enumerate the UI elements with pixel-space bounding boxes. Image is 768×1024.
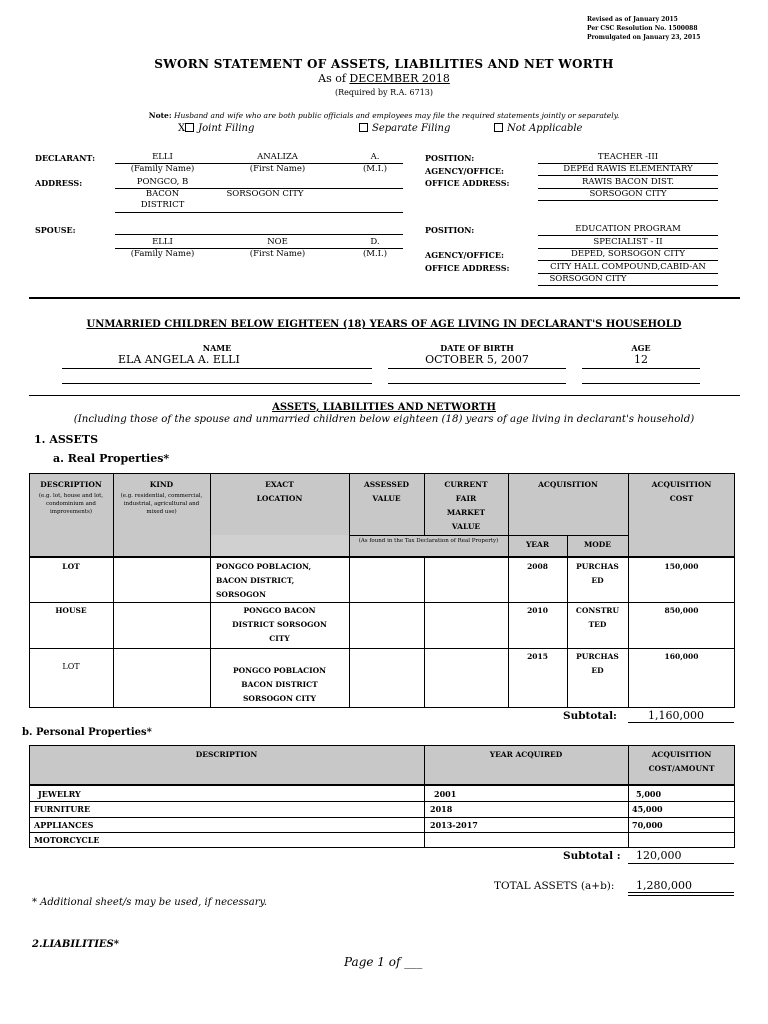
personal-subtotal-value: 120,000 bbox=[636, 849, 682, 862]
agency-value: DEPEd RAWIS ELEMENTARY bbox=[563, 164, 693, 174]
revision-line-1: Revised as of January 2015 bbox=[587, 16, 678, 23]
address-line-2a: BACON bbox=[145, 189, 180, 199]
spouse-mi: D. bbox=[370, 237, 380, 247]
declarant-label: DECLARANT: bbox=[35, 153, 96, 163]
real-row-2-year: 2010 bbox=[527, 606, 548, 615]
real-row-3-mode-1: PURCHAS bbox=[576, 652, 619, 661]
real-row-1-mode-2: ED bbox=[591, 576, 604, 585]
personal-row-1-cost: 5,000 bbox=[636, 789, 662, 799]
real-row-3-location-1: PONGCO POBLACION bbox=[232, 666, 327, 675]
real-header-kind-sub: (e.g. residential, commercial, industrial, agricultural and mixed use) bbox=[120, 493, 203, 515]
child-dob: OCTOBER 5, 2007 bbox=[425, 353, 529, 366]
position-label: POSITION: bbox=[425, 153, 475, 163]
declarant-family-caption: (Family Name) bbox=[130, 164, 195, 174]
children-age-header: AGE bbox=[631, 343, 651, 353]
separate-filing-option[interactable] bbox=[359, 123, 450, 134]
address-line-1: PONGCO, B bbox=[136, 177, 189, 187]
real-header-description: DESCRIPTION bbox=[40, 480, 102, 489]
personal-header-cost-1: ACQUISITION bbox=[651, 750, 712, 759]
real-row-3-cost: 160,000 bbox=[664, 652, 699, 661]
real-row-1-cost: 150,000 bbox=[664, 562, 699, 571]
real-header-kind: KIND bbox=[149, 480, 174, 489]
children-dob-header: DATE OF BIRTH bbox=[440, 343, 514, 353]
real-row-1-mode-1: PURCHAS bbox=[576, 562, 619, 571]
page-footer: Page 1 of ___ bbox=[344, 955, 423, 969]
real-row-1-location-1: PONGCO POBLACION, bbox=[216, 562, 312, 571]
real-header-cost-1: ACQUISITION bbox=[651, 480, 712, 489]
real-header-acquisition: ACQUISITION bbox=[538, 480, 598, 489]
real-row-2-location-3: CITY bbox=[269, 634, 290, 643]
personal-row-2-year: 2018 bbox=[430, 804, 453, 814]
as-of-label: As of bbox=[318, 72, 346, 85]
not-applicable-checkbox[interactable] bbox=[494, 123, 503, 132]
personal-header-description: DESCRIPTION bbox=[195, 750, 258, 759]
real-header-assessed-2: VALUE bbox=[372, 494, 401, 503]
additional-sheet-note: * Additional sheet/s may be used, if necessary. bbox=[32, 897, 268, 908]
joint-filing-mark: X bbox=[178, 123, 186, 134]
declarant-mi: A. bbox=[370, 152, 380, 162]
office-address-line-2: SORSOGON CITY bbox=[589, 189, 667, 199]
separate-filing-label: Separate Filing bbox=[372, 123, 451, 134]
real-row-3-year: 2015 bbox=[527, 652, 548, 661]
child-age: 12 bbox=[634, 353, 648, 366]
real-header-year: YEAR bbox=[525, 540, 550, 549]
real-header-location-1: EXACT bbox=[265, 480, 294, 489]
alnw-heading: ASSETS, LIABILITIES AND NETWORTH bbox=[272, 402, 496, 413]
address-label: ADDRESS: bbox=[35, 178, 83, 188]
spouse-office-label: OFFICE ADDRESS: bbox=[425, 263, 510, 273]
spouse-office-line-1: CITY HALL COMPOUND,CABID-AN bbox=[550, 262, 706, 272]
children-heading: UNMARRIED CHILDREN BELOW EIGHTEEN (18) YEARS OF AGE LIVING IN DECLARANT'S HOUSEHOLD bbox=[86, 319, 682, 330]
address-line-2b: SORSOGON CITY bbox=[226, 189, 304, 199]
spouse-family-caption: (Family Name) bbox=[130, 249, 195, 259]
real-row-1-year: 2008 bbox=[527, 562, 548, 571]
joint-filing-checkbox[interactable] bbox=[185, 123, 194, 132]
position-value: TEACHER -III bbox=[597, 152, 659, 162]
joint-filing-option[interactable] bbox=[178, 123, 254, 134]
as-of-value: DECEMBER 2018 bbox=[349, 72, 450, 85]
real-properties-label: a. Real Properties* bbox=[53, 452, 170, 465]
personal-row-1-description: JEWELRY bbox=[38, 789, 81, 799]
as-of-line bbox=[0, 72, 768, 85]
real-row-1-location-2: BACON DISTRICT, bbox=[216, 576, 295, 585]
personal-subtotal-label: Subtotal : bbox=[563, 850, 621, 862]
required-by: (Required by R.A. 6713) bbox=[334, 88, 434, 97]
assets-label: 1. ASSETS bbox=[34, 433, 99, 446]
spouse-first-name: NOE bbox=[267, 237, 288, 247]
spouse-agency-label: AGENCY/OFFICE: bbox=[425, 250, 504, 260]
liabilities-label: 2.LIABILITIES* bbox=[32, 939, 119, 950]
real-row-2-cost: 850,000 bbox=[664, 606, 699, 615]
revision-note bbox=[587, 15, 700, 42]
real-header-fair-3: MARKET bbox=[446, 508, 486, 517]
spouse-position-line-1: EDUCATION PROGRAM bbox=[575, 224, 681, 234]
real-header-description-sub: (e.g. lot, house and lot, condominium and improvements) bbox=[38, 493, 104, 515]
separate-filing-checkbox[interactable] bbox=[359, 123, 368, 132]
section-divider bbox=[29, 297, 740, 299]
note-label: Note: bbox=[148, 111, 172, 120]
personal-row-3-year: 2013-2017 bbox=[430, 820, 478, 830]
real-subtotal-label: Subtotal: bbox=[563, 710, 617, 722]
real-row-3-mode-2: ED bbox=[591, 666, 604, 675]
children-name-header: NAME bbox=[202, 343, 232, 353]
real-header-fair-1: CURRENT bbox=[444, 480, 488, 489]
real-row-1-location-3: SORSOGON bbox=[216, 590, 266, 599]
not-applicable-option[interactable] bbox=[494, 123, 582, 134]
revision-line-2: Per CSC Resolution No. 1500088 bbox=[587, 25, 698, 32]
personal-row-1-year: 2001 bbox=[434, 789, 457, 799]
real-header-tax-note: (As found in the Tax Declaration of Real Property) bbox=[358, 538, 499, 544]
real-row-3-location-3: SORSOGON CITY bbox=[243, 694, 316, 703]
agency-label: AGENCY/OFFICE: bbox=[425, 166, 504, 176]
office-address-line-1: RAWIS BACON DIST. bbox=[582, 177, 674, 187]
real-row-2-location-2: DISTRICT SORSOGON bbox=[232, 620, 327, 629]
spouse-position-line-2: SPECIALIST - II bbox=[593, 237, 663, 247]
revision-line-3: Promulgated on January 23, 2015 bbox=[587, 34, 701, 41]
real-row-1-description: LOT bbox=[62, 562, 80, 571]
office-address-label: OFFICE ADDRESS: bbox=[425, 178, 510, 188]
personal-header-year: YEAR ACQUIRED bbox=[489, 750, 563, 759]
declarant-mi-caption: (M.I.) bbox=[362, 164, 388, 174]
real-header-assessed-1: ASSESSED bbox=[363, 480, 410, 489]
spouse-agency-value: DEPED, SORSOGON CITY bbox=[571, 249, 685, 259]
spouse-mi-caption: (M.I.) bbox=[362, 249, 388, 259]
real-header-location-2: LOCATION bbox=[256, 494, 303, 503]
real-header-fair-4: VALUE bbox=[451, 522, 481, 531]
real-row-3-description: LOT bbox=[62, 662, 80, 671]
total-assets-value: 1,280,000 bbox=[636, 879, 692, 892]
address-line-3: DISTRICT bbox=[140, 200, 185, 210]
real-row-2-location-1: PONGCO BACON bbox=[243, 606, 316, 615]
real-header-fair-2: FAIR bbox=[455, 494, 477, 503]
real-row-2-mode-2: TED bbox=[588, 620, 607, 629]
spouse-first-caption: (First Name) bbox=[249, 249, 306, 259]
spouse-label: SPOUSE: bbox=[35, 225, 76, 235]
joint-filing-label: Joint Filing bbox=[198, 123, 255, 134]
declarant-family-name: ELLI bbox=[152, 152, 173, 162]
alnw-subheading: (Including those of the spouse and unmarried children below eighteen (18) years of age living in declarant's household) bbox=[73, 414, 695, 425]
spouse-family-name: ELLI bbox=[152, 237, 173, 247]
spouse-position-label: POSITION: bbox=[425, 225, 475, 235]
declarant-first-caption: (First Name) bbox=[249, 164, 306, 174]
page-title: SWORN STATEMENT OF ASSETS, LIABILITIES AND NET WORTH bbox=[154, 57, 614, 71]
total-assets-label: TOTAL ASSETS (a+b): bbox=[494, 880, 615, 892]
child-name: ELA ANGELA A. ELLI bbox=[118, 353, 240, 366]
not-applicable-label: Not Applicable bbox=[507, 123, 583, 134]
personal-row-2-description: FURNITURE bbox=[34, 804, 91, 814]
real-header-mode: MODE bbox=[583, 540, 612, 549]
personal-row-3-cost: 70,000 bbox=[632, 820, 663, 830]
personal-properties-label: b. Personal Properties* bbox=[22, 727, 152, 738]
personal-row-3-description: APPLIANCES bbox=[34, 820, 94, 830]
personal-header-cost-2: COST/AMOUNT bbox=[648, 764, 715, 773]
note-text: Husband and wife who are both public officials and employees may file the required statements jointly or separately. bbox=[173, 111, 620, 120]
personal-row-4-description: MOTORCYCLE bbox=[34, 835, 100, 845]
declarant-first-name: ANALIZA bbox=[257, 152, 298, 162]
spouse-office-line-2: SORSOGON CITY bbox=[549, 274, 627, 284]
note bbox=[0, 111, 768, 120]
real-subtotal-value: 1,160,000 bbox=[648, 709, 704, 722]
real-header-cost-2: COST bbox=[669, 494, 694, 503]
real-row-3-location-2: BACON DISTRICT bbox=[241, 680, 318, 689]
real-row-2-mode-1: CONSTRU bbox=[575, 606, 620, 615]
real-row-2-description: HOUSE bbox=[55, 606, 87, 615]
personal-row-2-cost: 45,000 bbox=[632, 804, 663, 814]
